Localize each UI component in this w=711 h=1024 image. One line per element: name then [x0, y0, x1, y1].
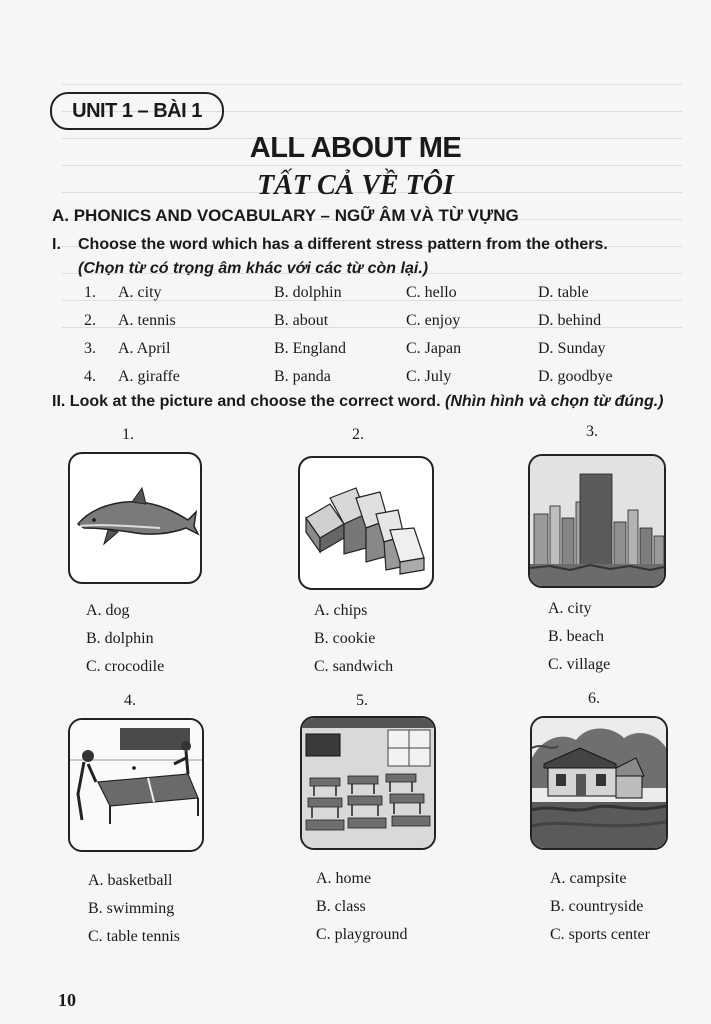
dolphin-illustration	[68, 452, 202, 584]
choice-c[interactable]: C. sandwich	[314, 658, 394, 675]
option-d[interactable]: D. goodbye	[538, 368, 613, 385]
choice-c[interactable]: C. village	[548, 656, 611, 673]
option-a[interactable]: A. tennis	[118, 312, 176, 329]
chips-illustration	[298, 456, 434, 590]
question-row	[84, 312, 684, 340]
option-d[interactable]: D. table	[538, 284, 589, 301]
instruction-en: Look at the picture and choose the correct word.	[69, 393, 441, 410]
countryside-house-illustration	[530, 716, 668, 850]
option-d[interactable]: D. behind	[538, 312, 602, 329]
option-b[interactable]: B. about	[274, 312, 329, 329]
exercise-1-questions	[84, 284, 684, 396]
choice-b[interactable]: B. class	[316, 898, 366, 915]
question-row	[84, 340, 684, 368]
classroom-illustration	[300, 716, 436, 850]
page-number: 10	[58, 990, 76, 1010]
picture-number: 4.	[124, 692, 136, 709]
exercise-2-instruction	[52, 393, 692, 411]
choice-b[interactable]: B. beach	[548, 628, 604, 645]
option-a[interactable]: A. giraffe	[118, 368, 180, 385]
instruction-vn: (Chọn từ có trọng âm khác với các từ còn lại.)	[78, 260, 429, 277]
choice-c[interactable]: C. table tennis	[88, 928, 180, 945]
picture-number: 5.	[356, 692, 368, 709]
option-b[interactable]: B. panda	[274, 368, 331, 385]
option-b[interactable]: B. dolphin	[274, 284, 342, 301]
option-c[interactable]: C. Japan	[406, 340, 462, 357]
choice-c[interactable]: C. playground	[316, 926, 408, 943]
choice-a[interactable]: A. basketball	[88, 872, 173, 889]
choice-b[interactable]: B. cookie	[314, 630, 376, 647]
exercise-number: II.	[52, 393, 66, 410]
choice-c[interactable]: C. sports center	[550, 926, 650, 943]
picture-number: 2.	[352, 426, 364, 443]
picture-number: 3.	[586, 423, 598, 440]
question-row	[84, 368, 684, 396]
instruction-en: Choose the word which has a different stress pattern from the others.	[78, 236, 608, 253]
choice-b[interactable]: B. dolphin	[86, 630, 154, 647]
choice-a[interactable]: A. city	[548, 600, 592, 617]
choice-b[interactable]: B. countryside	[550, 898, 644, 915]
question-number: 4.	[84, 368, 96, 385]
question-number: 1.	[84, 284, 96, 301]
city-skyline-illustration	[528, 454, 666, 588]
choice-b[interactable]: B. swimming	[88, 900, 175, 917]
picture-number: 6.	[588, 690, 600, 707]
option-c[interactable]: C. July	[406, 368, 452, 385]
question-number: 2.	[84, 312, 96, 329]
section-heading: A. PHONICS AND VOCABULARY – NGỮ ÂM VÀ TỪ VỰNG	[52, 206, 519, 225]
choice-a[interactable]: A. home	[316, 870, 372, 887]
exercise-1-instruction	[52, 233, 682, 281]
option-c[interactable]: C. enjoy	[406, 312, 461, 329]
choice-c[interactable]: C. crocodile	[86, 658, 165, 675]
choice-a[interactable]: A. chips	[314, 602, 368, 619]
option-c[interactable]: C. hello	[406, 284, 457, 301]
question-row	[84, 284, 684, 312]
option-d[interactable]: D. Sunday	[538, 340, 606, 357]
exercise-number: I.	[52, 236, 61, 253]
instruction-vn: (Nhìn hình và chọn từ đúng.)	[444, 393, 664, 410]
unit-badge: UNIT 1 – BÀI 1	[50, 92, 224, 130]
picture-number: 1.	[122, 426, 134, 443]
choice-a[interactable]: A. dog	[86, 602, 130, 619]
option-a[interactable]: A. April	[118, 340, 171, 357]
page-title: ALL ABOUT ME	[249, 132, 462, 164]
option-b[interactable]: B. England	[274, 340, 346, 357]
option-a[interactable]: A. city	[118, 284, 162, 301]
page-subtitle: TẤT CẢ VỀ TÔI	[257, 170, 454, 201]
table-tennis-illustration	[68, 718, 204, 852]
choice-a[interactable]: A. campsite	[550, 870, 627, 887]
question-number: 3.	[84, 340, 96, 357]
